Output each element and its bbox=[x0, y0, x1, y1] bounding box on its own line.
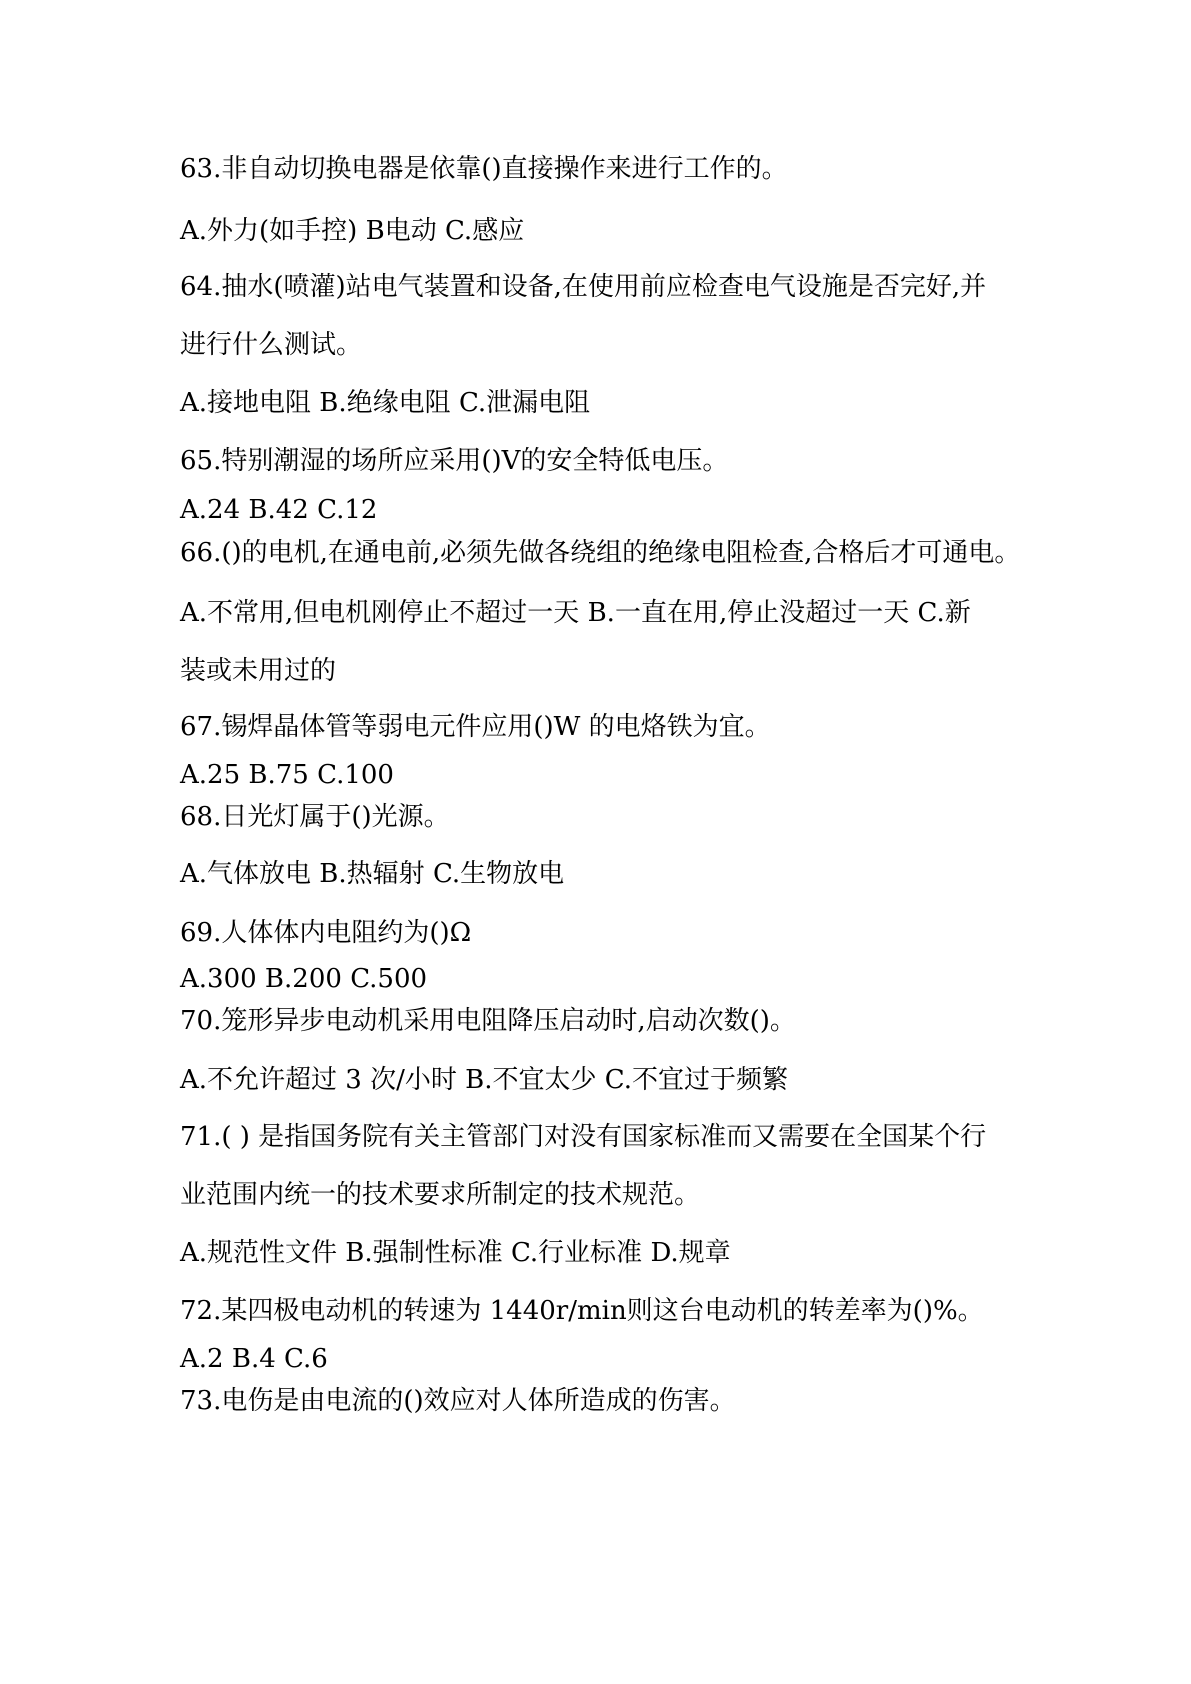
options-68: A.气体放电 B.热辐射 C.生物放电 bbox=[180, 859, 565, 889]
options-70: A.不允许超过 3 次/小时 B.不宜太少 C.不宜过于频繁 bbox=[180, 1065, 789, 1095]
options-69: A.300 B.200 C.500 bbox=[180, 964, 428, 994]
question-68: 68.日光灯属于()光源。 bbox=[180, 802, 450, 832]
options-65: A.24 B.42 C.12 bbox=[180, 495, 378, 525]
question-65: 65.特别潮湿的场所应采用()V的安全特低电压。 bbox=[180, 446, 729, 476]
question-64: 64.抽水(喷灌)站电气装置和设备,在使用前应检查电气设施是否完好,并 bbox=[180, 272, 987, 302]
question-64-continuation: 进行什么测试。 bbox=[180, 330, 363, 360]
options-66-continuation: 装或未用过的 bbox=[180, 656, 337, 686]
options-64: A.接地电阻 B.绝缘电阻 C.泄漏电阻 bbox=[180, 388, 591, 418]
question-69: 69.人体体内电阻约为()Ω bbox=[180, 918, 472, 948]
question-63: 63.非自动切换电器是依靠()直接操作来进行工作的。 bbox=[180, 154, 788, 184]
question-70: 70.笼形异步电动机采用电阻降压启动时,启动次数()。 bbox=[180, 1006, 796, 1036]
options-71: A.规范性文件 B.强制性标准 C.行业标准 D.规章 bbox=[180, 1238, 731, 1268]
options-66: A.不常用,但电机刚停止不超过一天 B.一直在用,停止没超过一天 C.新 bbox=[180, 598, 971, 628]
question-66: 66.()的电机,在通电前,必须先做各绕组的绝缘电阻检查,合格后才可通电。 bbox=[180, 538, 1021, 568]
options-63: A.外力(如手控) B电动 C.感应 bbox=[180, 216, 525, 246]
question-72: 72.某四极电动机的转速为 1440r/min则这台电动机的转差率为()%。 bbox=[180, 1296, 984, 1326]
question-71: 71.( ) 是指国务院有关主管部门对没有国家标准而又需要在全国某个行 bbox=[180, 1122, 987, 1152]
question-71-continuation: 业范围内统一的技术要求所制定的技术规范。 bbox=[180, 1180, 701, 1210]
options-72: A.2 B.4 C.6 bbox=[180, 1344, 328, 1374]
question-67: 67.锡焊晶体管等弱电元件应用()W 的电烙铁为宜。 bbox=[180, 712, 771, 742]
options-67: A.25 B.75 C.100 bbox=[180, 760, 394, 790]
question-73: 73.电伤是由电流的()效应对人体所造成的伤害。 bbox=[180, 1386, 736, 1416]
